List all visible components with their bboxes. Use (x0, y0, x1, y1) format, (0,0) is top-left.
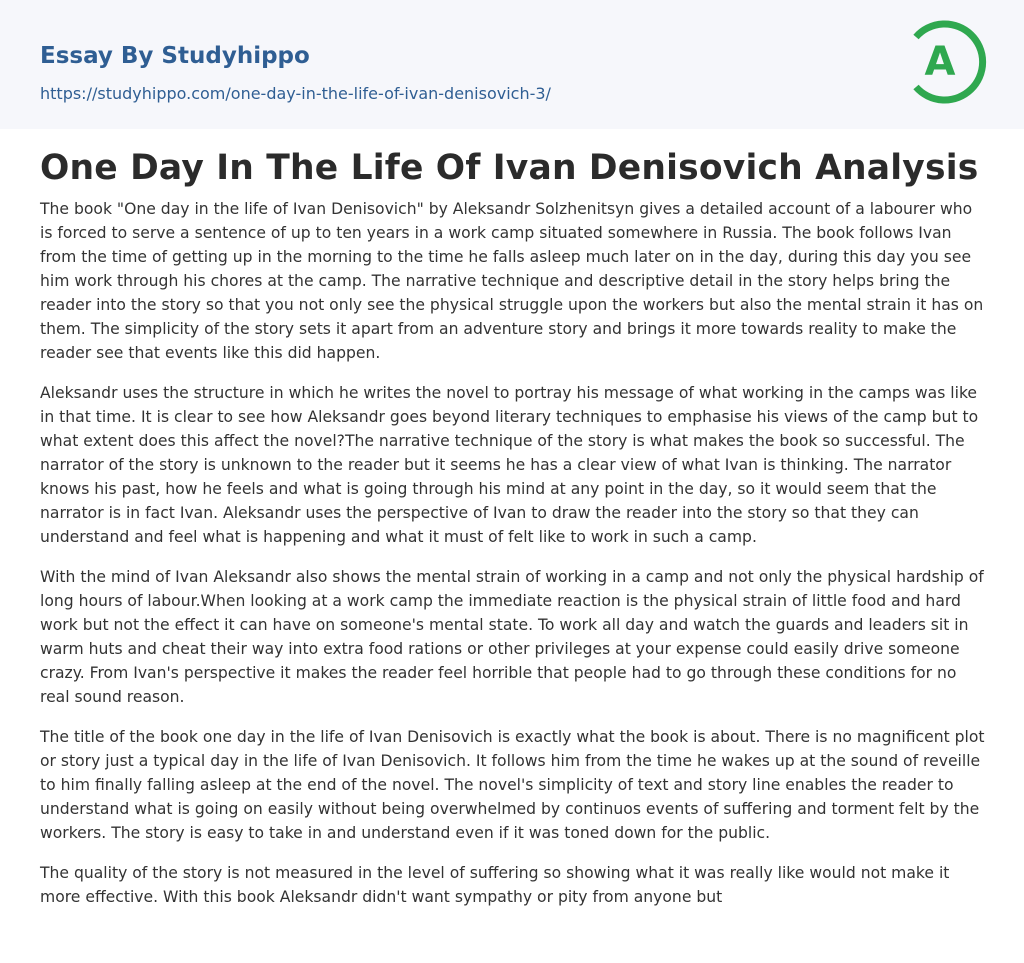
essay-paragraph: The title of the book one day in the life of Ivan Denisovich is exactly what the book is about. There is no magnificent plot or story just a typical day in the life of Ivan Denisovich. It follows him from the time he wakes up at the sound of reveille to him finally falling asleep at the end of the novel. The novel's simplicity of text and story line enables the reader to understand what is going on easily without being overwhelmed by continuos events of suffering and torment felt by the workers. The story is easy to take in and understand even if it was toned down for the public. (40, 728, 985, 842)
essay-paragraph: With the mind of Ivan Aleksandr also shows the mental strain of working in a camp and not only the physical hardship of long hours of labour.When looking at a work camp the immediate reaction is the physical strain of little food and hard work but not the effect it can have on someone's mental state. To work all day and watch the guards and leaders sit in warm huts and cheat their way into extra food rations or other privileges at your expense could easily drive someone crazy. From Ivan's perspective it makes the reader feel horrible that people had to go through these conditions for no real sound reason. (40, 568, 984, 706)
essay-paragraph: Aleksandr uses the structure in which he writes the novel to portray his message of what working in the camps was like in that time. It is clear to see how Aleksandr goes beyond literary techniques to emphasise his views of the camp but to what extent does this affect the novel?The narrative technique of the story is what makes the book so successful. The narrator of the story is unknown to the reader but it seems he has a clear view of what Ivan is thinking. The narrator knows his past, how he feels and what is going through his mind at any point in the day, so it would seem that the narrator is in fact Ivan. Aleksandr uses the perspective of Ivan to draw the reader into the story so that they can understand and feel what is happening and what it must of felt like to work in such a camp. (40, 384, 979, 546)
site-header (0, 0, 1024, 129)
essay-url-link[interactable]: https://studyhippo.com/one-day-in-the-life-of-ivan-denisovich-3/ (40, 84, 551, 103)
essay-title: One Day In The Life Of Ivan Denisovich Analysis (40, 148, 979, 188)
studyhippo-logo-icon[interactable] (908, 18, 988, 106)
essay-main (40, 143, 985, 925)
essay-paragraph: The quality of the story is not measured in the level of suffering so showing what it was really like would not make it more effective. With this book Aleksandr didn't want sympathy or pity from anyone but (40, 864, 950, 906)
essay-paragraph: The book "One day in the life of Ivan Denisovich" by Aleksandr Solzhenitsyn gives a detailed account of a labourer who is forced to serve a sentence of up to ten years in a work camp situated somewhere in Russia. The book follows Ivan from the time of getting up in the morning to the time he falls asleep much later on in the day, during this day you see him work through his chores at the camp. The narrative technique and descriptive detail in the story helps bring the reader into the story so that you not only see the physical struggle upon the workers but also the mental strain it has on them. The simplicity of the story sets it apart from an adventure story and brings it more towards reality to make the reader see that events like this did happen. (40, 200, 984, 362)
logo-letter: A (924, 39, 956, 85)
site-brand[interactable]: Essay By Studyhippo (40, 43, 310, 69)
